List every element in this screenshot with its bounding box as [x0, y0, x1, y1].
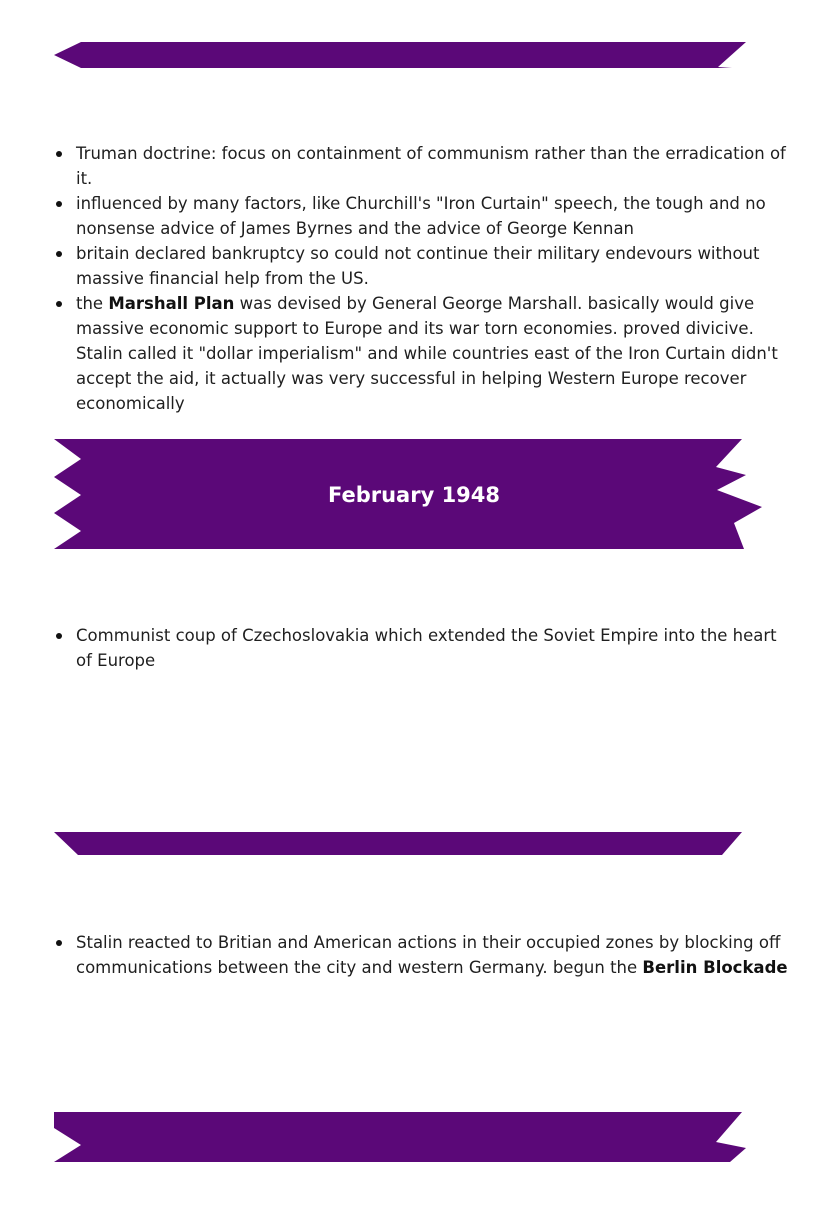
banner-title: February 1948 [327, 483, 501, 507]
section-banner-february-1948 [0, 439, 828, 549]
ribbon-shape [0, 1088, 828, 1164]
ribbon-shape [0, 832, 828, 856]
list-item: the Marshall Plan was devised by General George Marshall. basically would give massive economic support to Europe and its war torn economies. proved divicive. Stalin called it "dollar imperialism" and while countries east of the Iron Curtain didn't accept the aid, it actually was very successful in helping Western Europe recover economically [76, 291, 788, 416]
section-banner-berlin [0, 832, 828, 856]
list-item: Truman doctrine: focus on containment of communism rather than the erradication of it. [76, 141, 788, 191]
list-item: britain declared bankruptcy so could not continue their military endevours without massive financial help from the US. [76, 241, 788, 291]
bullet-list-truman-doctrine [76, 141, 788, 416]
berlin-blockade-term: Berlin Blockade [642, 958, 788, 977]
list-item: influenced by many factors, like Churchill's "Iron Curtain" speech, the tough and no nonsense advice of James Byrnes and the advice of George Kennan [76, 191, 788, 241]
bullet-list-czechoslovakia [76, 623, 788, 673]
section-banner-april-1949 [0, 1088, 828, 1164]
section-banner-top [0, 42, 828, 68]
list-item: Communist coup of Czechoslovakia which extended the Soviet Empire into the heart of Europe [76, 623, 788, 673]
list-item: Stalin reacted to Britian and American actions in their occupied zones by blocking off communications between the city and western Germany. begun the Berlin Blockade [76, 930, 788, 980]
ribbon-shape [0, 42, 828, 68]
marshall-plan-term: Marshall Plan [108, 294, 235, 313]
bullet-list-berlin-blockade [76, 930, 788, 980]
